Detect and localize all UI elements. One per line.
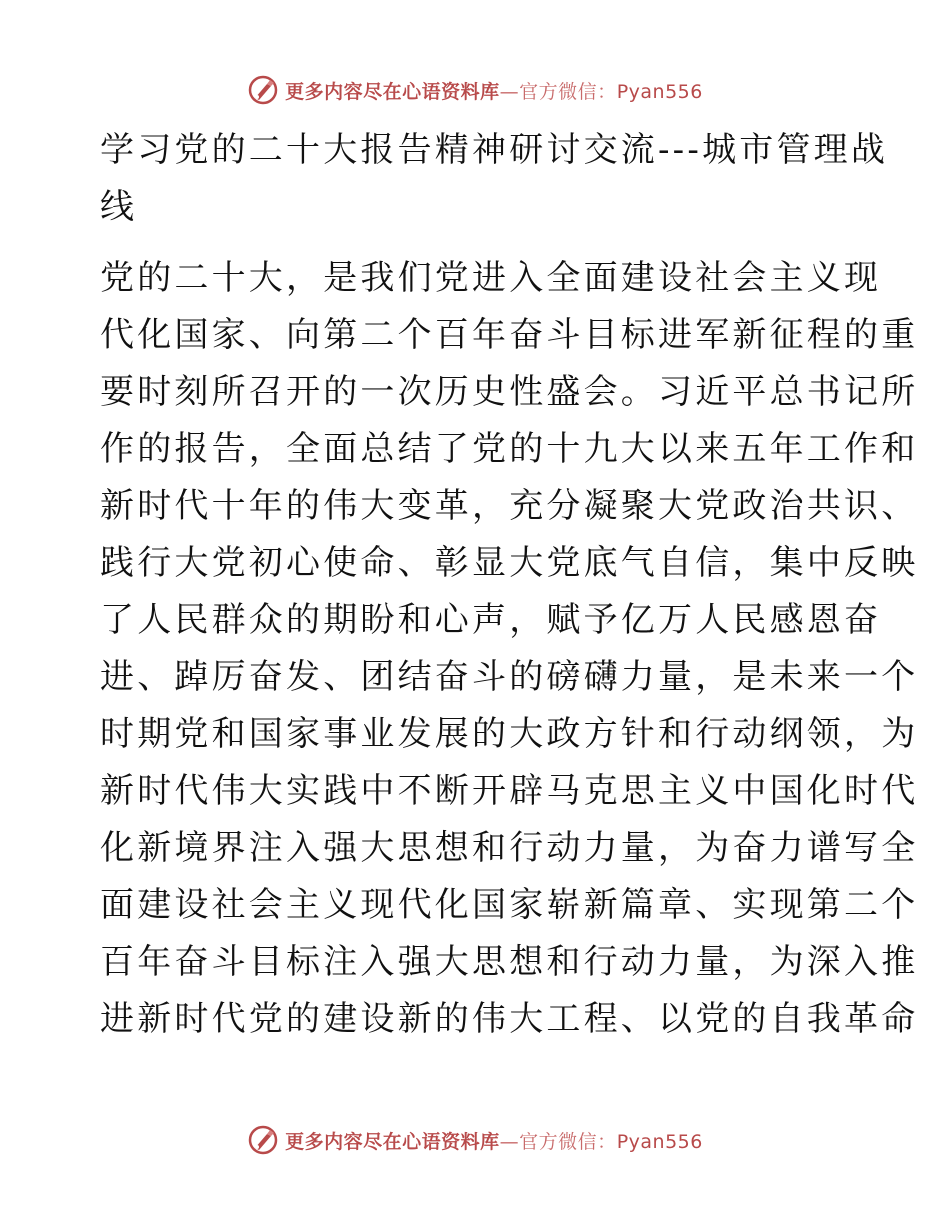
pen-logo-icon bbox=[247, 1124, 279, 1156]
watermark-wechat-id: Pyan556 bbox=[616, 80, 703, 103]
body-line: 了人民群众的期盼和心声，赋予亿万人民感恩奋 bbox=[100, 600, 882, 640]
pen-logo-icon bbox=[247, 74, 279, 106]
watermark-brand: 更多内容尽在心语资料库 bbox=[285, 1130, 500, 1153]
document-title bbox=[100, 122, 889, 236]
watermark-separator: —官方微信： bbox=[499, 1130, 617, 1153]
body-line: 时期党和国家事业发展的大政方针和行动纲领，为 bbox=[100, 714, 919, 754]
body-line: 进、踔厉奋发、团结奋斗的磅礴力量，是未来一个 bbox=[100, 657, 919, 697]
body-line: 面建设社会主义现代化国家崭新篇章、实现第二个 bbox=[100, 885, 919, 925]
body-line: 党的二十大，是我们党进入全面建设社会主义现 bbox=[100, 258, 882, 298]
watermark-wechat-id: Pyan556 bbox=[616, 1130, 703, 1153]
body-line: 新时代十年的伟大变革，充分凝聚大党政治共识、 bbox=[100, 486, 919, 526]
body-line: 作的报告，全面总结了党的十九大以来五年工作和 bbox=[100, 429, 919, 469]
body-line: 践行大党初心使命、彰显大党底气自信，集中反映 bbox=[100, 543, 919, 583]
title-line: 线 bbox=[100, 187, 138, 227]
header-watermark bbox=[0, 70, 950, 110]
watermark-text bbox=[285, 77, 703, 104]
watermark-separator: —官方微信： bbox=[499, 80, 617, 103]
watermark-text bbox=[285, 1127, 703, 1154]
footer-watermark bbox=[0, 1120, 950, 1160]
watermark-brand: 更多内容尽在心语资料库 bbox=[285, 80, 500, 103]
body-line: 化新境界注入强大思想和行动力量，为奋力谱写全 bbox=[100, 828, 919, 868]
body-line: 进新时代党的建设新的伟大工程、以党的自我革命 bbox=[100, 999, 919, 1039]
body-line: 新时代伟大实践中不断开辟马克思主义中国化时代 bbox=[100, 771, 919, 811]
document-body bbox=[100, 250, 919, 1048]
body-line: 代化国家、向第二个百年奋斗目标进军新征程的重 bbox=[100, 315, 919, 355]
title-line: 学习党的二十大报告精神研讨交流---城市管理战 bbox=[100, 130, 889, 170]
body-line: 要时刻所召开的一次历史性盛会。习近平总书记所 bbox=[100, 372, 919, 412]
body-line: 百年奋斗目标注入强大思想和行动力量，为深入推 bbox=[100, 942, 919, 982]
